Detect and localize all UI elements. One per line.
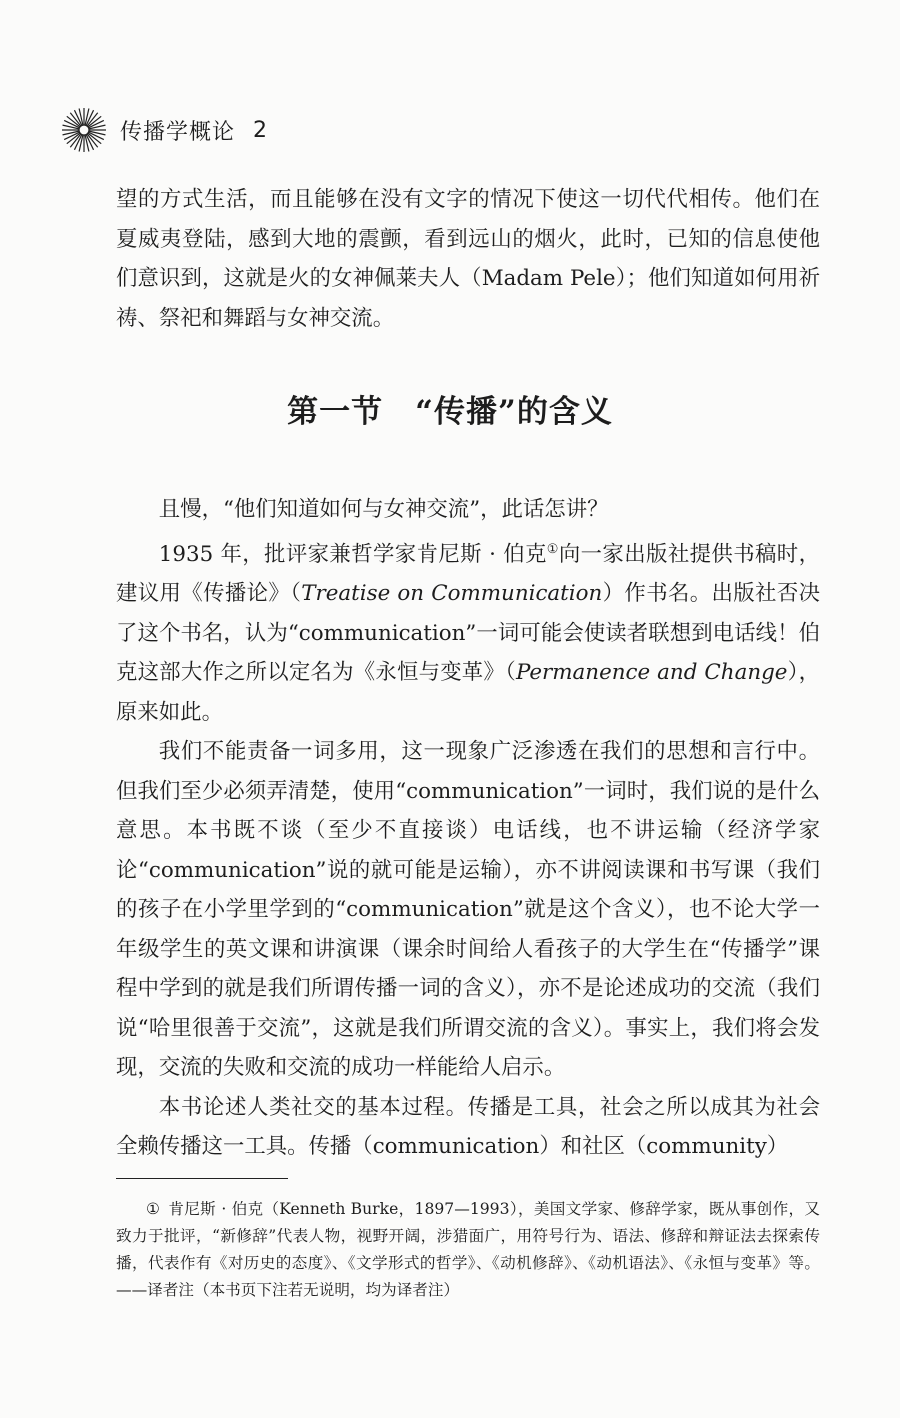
burke-text-c: ）作书名。出版社否决了这个书名，认为“communication”一词可能会使读者联想到电话线！伯克这部大作之所以定名为《永恒与变革》（ (116, 581, 820, 686)
body-section (116, 490, 820, 1167)
footnote-mark: ① (146, 1200, 161, 1218)
footnote-text: 肯尼斯 · 伯克（Kenneth Burke，1897—1993），美国文学家、修辞学家，既从事创作，又致力于批评，“新修辞”代表人物，视野开阔，涉猎面广，用符号行为、语法、修辞和辩证法去探索传播，代表作有《对历史的态度》、《文学形式的哲学》、《动机修辞》、《动机语法》、《永恒与变革》等。——译者注（本书页下注若无说明，均为译者注） (116, 1200, 820, 1299)
running-title: 传播学概论 (120, 119, 236, 145)
footnote (116, 1196, 820, 1304)
paragraph-text: 望的方式生活，而且能够在没有文字的情况下使这一切代代相传。他们在夏威夷登陆，感到大地的震颤，看到远山的烟火，此时，已知的信息使他们意识到，这就是火的女神佩莱夫人（Madam Pele）；他们知道如何用祈祷、祭祀和舞蹈与女神交流。 (116, 187, 820, 331)
sunburst-ornament-icon (60, 106, 108, 154)
paragraph-question: 且慢，“他们知道如何与女神交流”，此话怎讲？ (158, 497, 609, 522)
book-title-permanence: Permanence and Change (515, 660, 788, 686)
burke-text-a: 1935 年，批评家兼哲学家肯尼斯 · 伯克 (158, 541, 547, 567)
footnote-divider (116, 1178, 288, 1179)
burke-text-b: 向一家出版社提供书稿时，建议用《传播论》（ (116, 541, 820, 607)
burke-text-d: ），原来如此。 (116, 660, 820, 725)
paragraph-continued (116, 180, 820, 338)
paragraph-burke (116, 530, 820, 733)
book-title-treatise: Treatise on Communication (301, 581, 603, 607)
section-heading: 第一节 “传播”的含义 (287, 394, 613, 430)
paragraph-meaning: 我们不能责备一词多用，这一现象广泛渗透在我们的思想和言行中。但我们至少必须弄清楚，使用“communication”一词时，我们说的是什么意思。本书既不谈（至少不直接谈）电话线，也不讲运输（经济学家论“communication”说的就可能是运输），亦不讲阅读课和书写课（我们的孩子在小学里学到的“communication”就是这个含义），也不论大学一年级学生的英文课和讲演课（课余时间给人看孩子的大学生在“传播学”课程中学到的就是我们所谓传播一词的含义），亦不是论述成功的交流（我们说“哈里很善于交流”，这就是我们所谓交流的含义）。事实上，我们将会发现，交流的失败和交流的成功一样能给人启示。 (116, 739, 820, 1081)
paragraph-social-process: 本书论述人类社交的基本过程。传播是工具，社会之所以成其为社会全赖传播这一工具。传播（communication）和社区（community） (116, 1094, 820, 1160)
footnote-reference: ① (546, 541, 559, 557)
running-header (60, 106, 267, 154)
page-number: 2 (253, 117, 268, 143)
